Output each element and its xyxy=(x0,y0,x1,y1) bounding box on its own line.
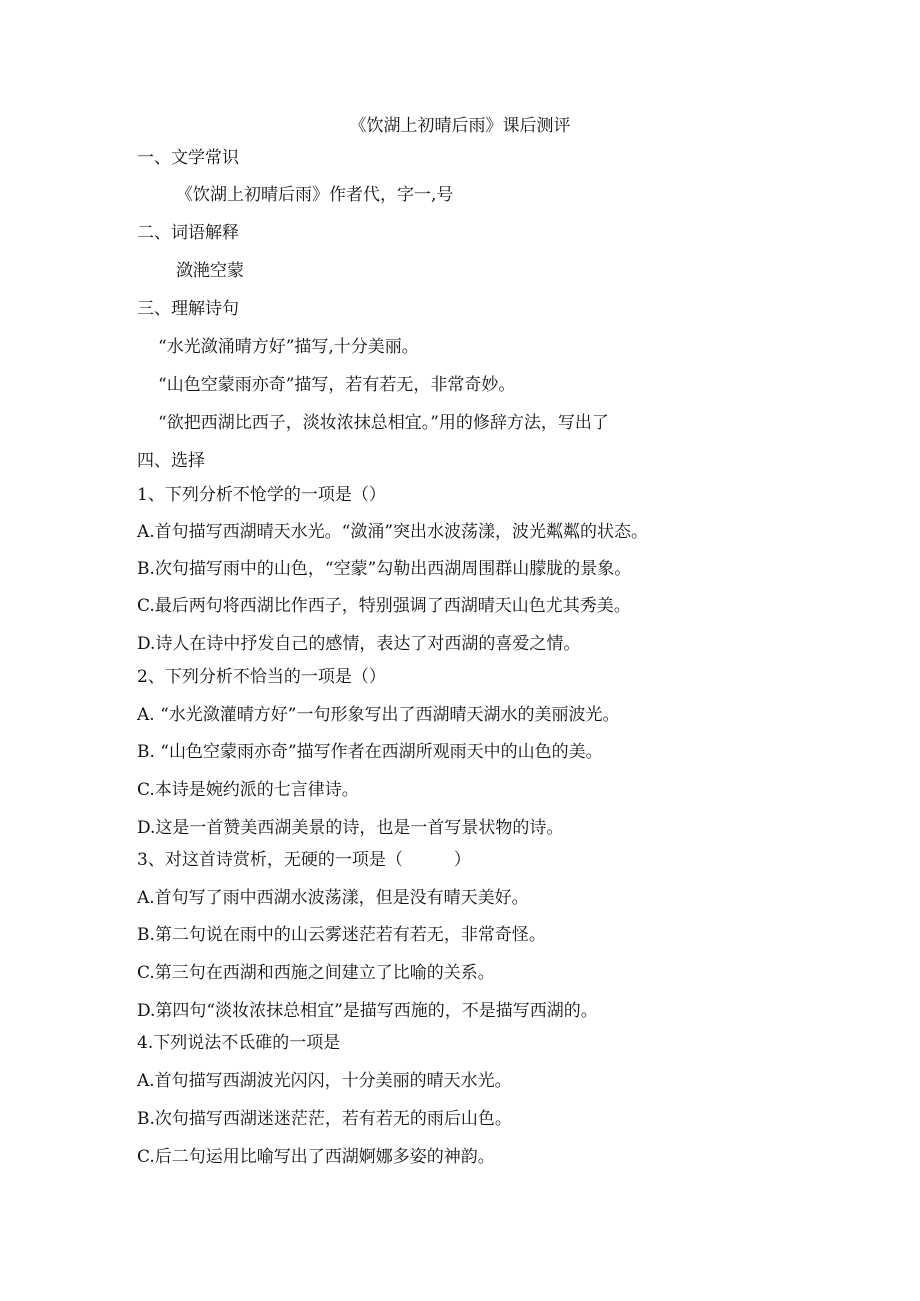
question-option: C.后二句运用比喻写出了西湖婀娜多姿的神韵。 xyxy=(137,1147,495,1167)
poem-line: “欲把西湖比西子，淡妆浓抹总相宜。”用的修辞方法，写出了 xyxy=(158,413,609,433)
question-stem: 2、下列分析不恰当的一项是（） xyxy=(137,667,386,687)
question-option: C.第三句在西湖和西施之间建立了比喻的关系。 xyxy=(137,963,495,983)
section-heading-word-explanation: 二、词语解释 xyxy=(137,223,239,243)
question-option: C.最后两句将西湖比作西子，特别强调了西湖晴天山色尤其秀美。 xyxy=(137,596,631,616)
section-heading-understand-poem: 三、理解诗句 xyxy=(137,299,239,319)
section-heading-choice: 四、选择 xyxy=(137,451,205,471)
word-explanation-line: 潋滟空蒙 xyxy=(176,261,244,281)
question-option: A.首句描写西湖晴天水光。“潋涌”突出水波荡漾，波光粼粼的状态。 xyxy=(137,522,649,542)
literary-knowledge-line: 《饮湖上初晴后雨》作者代，字一,号 xyxy=(176,185,454,205)
section-heading-literary-knowledge: 一、文学常识 xyxy=(137,148,239,168)
question-option: A.首句描写西湖波光闪闪，十分美丽的晴天水光。 xyxy=(137,1071,512,1091)
question-stem: 4.下列说法不氐碓的一项是 xyxy=(137,1033,341,1053)
question-option: A. “水光潋灌晴方好”一句形象写出了西湖晴天湖水的美丽波光。 xyxy=(137,705,620,725)
question-option: B.次句描写雨中的山色，“空蒙”勾勒出西湖周围群山朦胧的景象。 xyxy=(137,559,632,579)
poem-line: “山色空蒙雨亦奇”描写，若有若无，非常奇妙。 xyxy=(158,375,516,395)
question-option: B. “山色空蒙雨亦奇”描写作者在西湖所观雨天中的山色的美。 xyxy=(137,742,603,762)
question-option: D.第四句“淡妆浓抹总相宜”是描写西施的，不是描写西湖的。 xyxy=(137,1001,598,1021)
question-option: D.诗人在诗中抒发自己的感情，表达了对西湖的喜爱之情。 xyxy=(137,634,581,654)
question-option: A.首句写了雨中西湖水波荡漾，但是没有晴天美好。 xyxy=(137,888,529,908)
question-stem: 3、对这首诗赏析，无硬的一项是（ ） xyxy=(137,850,471,870)
poem-line: “水光潋涌晴方好”描写,十分美丽。 xyxy=(158,337,419,357)
question-stem: 1、下列分析不怆学的一项是（） xyxy=(137,485,386,505)
document-title: 《饮湖上初晴后雨》课后测评 xyxy=(349,116,571,136)
question-option: C.本诗是婉约派的七言律诗。 xyxy=(137,780,359,800)
question-option: B.次句描写西湖迷迷茫茫，若有若无的雨后山色。 xyxy=(137,1109,512,1129)
question-option: D.这是一首赞美西湖美景的诗，也是一首写景状物的诗。 xyxy=(137,818,564,838)
question-option: B.第二句说在雨中的山云雾迷茫若有若无，非常奇怪。 xyxy=(137,925,546,945)
